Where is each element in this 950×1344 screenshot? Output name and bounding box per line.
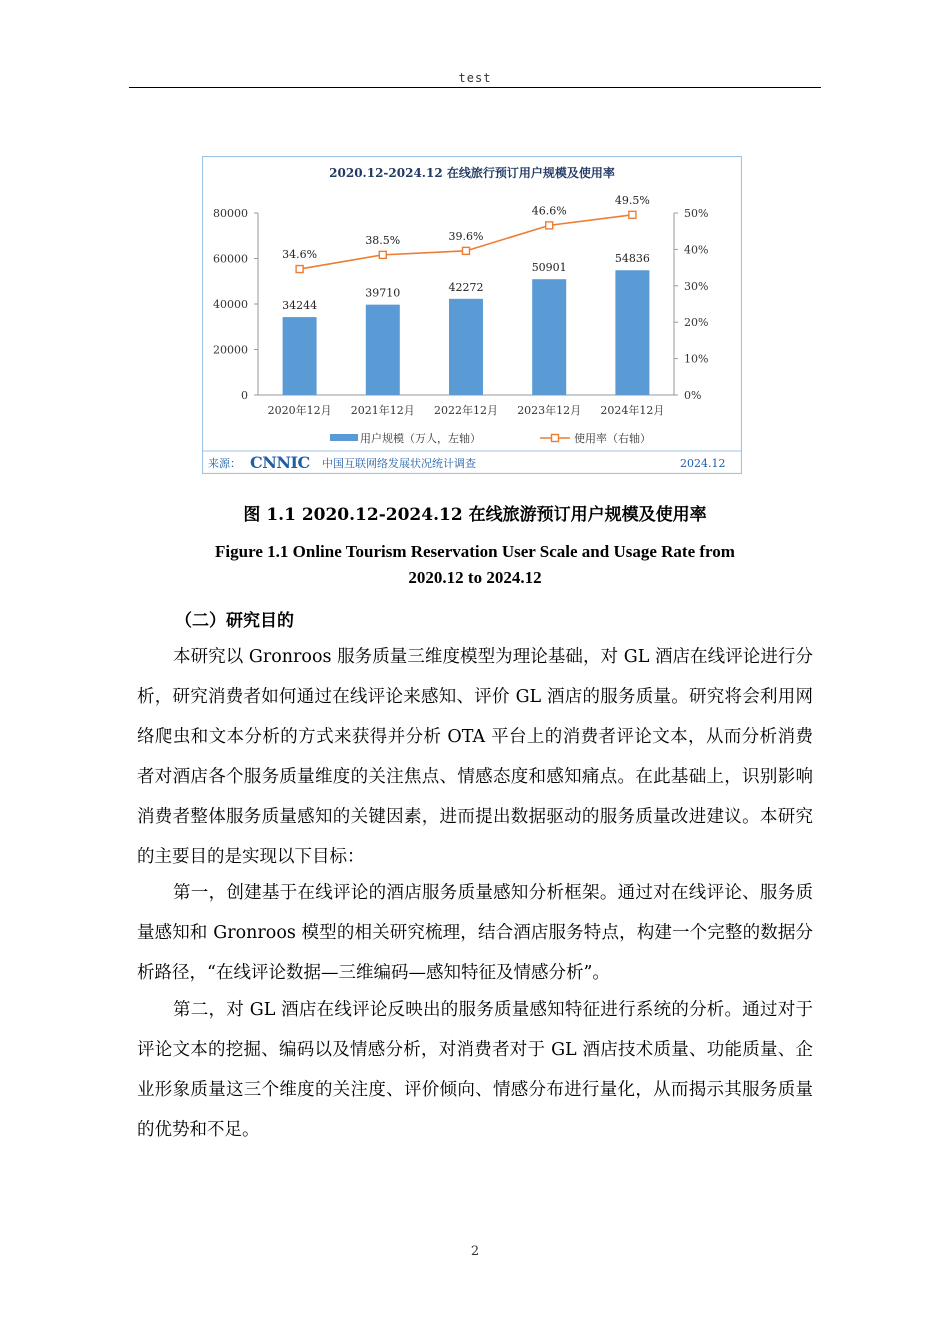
bar [615, 270, 649, 395]
cnnic-logo: CNNIC [250, 453, 310, 472]
figure-chart [202, 156, 742, 474]
chart-title: 2020.12-2024.12 在线旅行预订用户规模及使用率 [329, 166, 615, 180]
bar-value-label: 54836 [614, 252, 650, 266]
source-text: 中国互联网络发展状况统计调查 [322, 457, 476, 470]
page-header: test [458, 71, 492, 85]
header-rule [129, 87, 821, 88]
bar-value-label: 50901 [531, 261, 567, 275]
legend-line-marker [552, 435, 559, 442]
rate-marker [296, 266, 303, 273]
rate-value-label: 46.6% [531, 204, 567, 218]
right-tick-label: 20% [684, 316, 709, 330]
left-tick-label: 40000 [213, 298, 248, 311]
bar [532, 279, 566, 395]
bar [366, 305, 400, 395]
paragraph-1: 本研究以 Gronroos 服务质量三维度模型为理论基础，对 GL 酒店在线评论进行分析，研究消费者如何通过在线评论来感知、评价 GL 酒店的服务质量。研究将会利用网络爬虫和文本分析的方式来获得并分析 OTA 平台上的消费者评论文本，从而分析消费者对酒店各个服务质量维度的关注焦点、情感态度和感知痛点。在此基础上，识别影响消费者整体服务质量感知的关键因素，进而提出数据驱动的服务质量改进建议。本研究的主要目的是实现以下目标： [137, 647, 813, 867]
rate-marker [463, 247, 470, 254]
x-tick-label: 2024年12月 [600, 404, 665, 417]
right-tick-label: 30% [684, 279, 709, 293]
rate-marker [546, 222, 553, 229]
left-tick-label: 80000 [213, 207, 248, 220]
legend-bar-swatch [330, 434, 358, 441]
legend-line-label: 使用率（右轴） [574, 432, 651, 445]
x-tick-label: 2021年12月 [350, 404, 415, 417]
bar-value-label: 34244 [282, 299, 318, 313]
right-tick-label: 40% [684, 243, 709, 257]
paragraph-2: 第一，创建基于在线评论的酒店服务质量感知分析框架。通过对在线评论、服务质量感知和 Gronroos 模型的相关研究梳理，结合酒店服务特点，构建一个完整的数据分析路径，“在线评论数据—三维编码—感知特征及情感分析”。 [137, 883, 813, 983]
x-tick-label: 2020年12月 [267, 404, 332, 417]
right-tick-label: 10% [684, 352, 709, 366]
page-number: 2 [470, 1244, 480, 1259]
legend-bar-label: 用户规模（万人，左轴） [360, 432, 481, 445]
x-tick-label: 2022年12月 [434, 404, 498, 417]
bar [283, 317, 317, 395]
left-tick-label: 60000 [213, 252, 248, 266]
right-tick-label: 0% [684, 389, 702, 402]
rate-value-label: 49.5% [614, 193, 650, 207]
rate-value-label: 34.6% [282, 248, 318, 262]
rate-marker [379, 251, 386, 258]
rate-value-label: 39.6% [448, 229, 484, 243]
right-tick-label: 50% [684, 207, 709, 220]
bar-value-label: 42272 [448, 280, 484, 294]
chart-svg [202, 156, 742, 474]
bar-value-label: 39710 [365, 286, 401, 300]
left-tick-label: 0 [241, 389, 248, 402]
figure-caption-en: Figure 1.1 Online Tourism Reservation User Scale and Usage Rate from 2020.12 to 2024.12 [215, 542, 735, 587]
left-tick-label: 20000 [213, 343, 248, 357]
chart-date: 2024.12 [680, 457, 726, 470]
section-title: （二）研究目的 [175, 611, 294, 631]
paragraph-3: 第二，对 GL 酒店在线评论反映出的服务质量感知特征进行系统的分析。通过对于评论文本的挖掘、编码以及情感分析，对消费者对于 GL 酒店技术质量、功能质量、企业形象质量这三个维度的关注度、评价倾向、情感分布进行量化，从而揭示其服务质量的优势和不足。 [137, 1000, 813, 1140]
x-tick-label: 2023年12月 [517, 404, 582, 417]
rate-marker [629, 211, 636, 218]
source-label: 来源： [208, 457, 241, 470]
bar [449, 299, 483, 395]
rate-value-label: 38.5% [365, 233, 401, 247]
figure-caption-cn: 图 1.1 2020.12-2024.12 在线旅游预订用户规模及使用率 [243, 505, 707, 525]
